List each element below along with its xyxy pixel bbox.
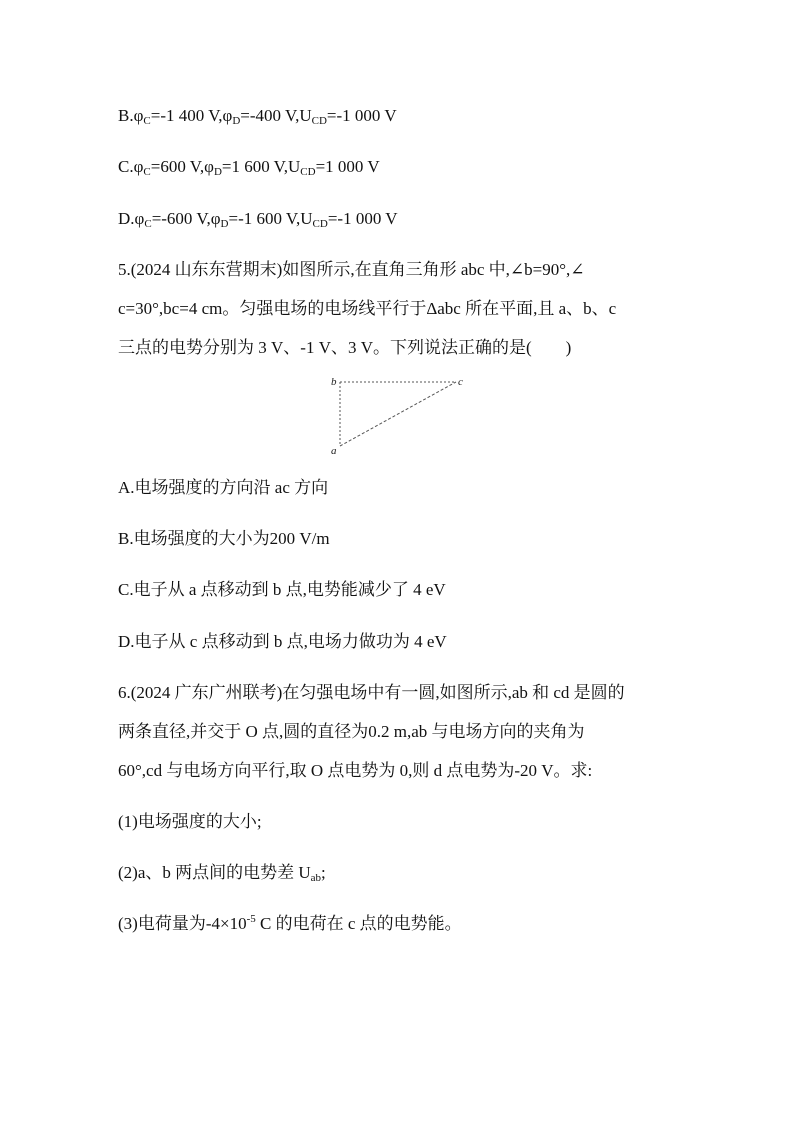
label-b: b xyxy=(331,376,337,388)
option-d-previous: $D.\varphi_C=-600$ $V,\varphi_D=-1$ 600 $V,U_{CD}=-1$ 000 V xyxy=(118,209,398,230)
q6-stem-line3: 60°,cd 与电场方向平行,取 O 点电势为 0,则 d 点电势为-20 V。求: xyxy=(118,761,593,780)
q6-stem-line2: 两条直径,并交于 O 点,圆的直径为0.2 m,ab 与电场方向的夹角为 xyxy=(118,722,585,741)
option-b-previous: $B.\varphi_C=-1$ 400 $V,\varphi_D=-400$ $V,U_{CD}=-1$ 000 V xyxy=(118,106,397,127)
right-triangle-figure xyxy=(326,370,476,460)
q6-subquestion-3: (3)电荷量为$-4\times 10^{-5}$ C 的电荷在 c 点的电势能。 xyxy=(118,913,462,933)
option-c-previous: $C.\varphi_C=600$ $V,\varphi_D=1$ 600 $V,U_{CD}=1$ 000 V xyxy=(118,157,380,178)
q5-option-b: B.电场强度的大小为200 V/m xyxy=(118,529,330,548)
label-a: a xyxy=(331,445,337,457)
q6-subquestion-1: (1)电场强度的大小; xyxy=(118,812,262,831)
q5-stem-line3: 三点的电势分别为 3 V、-1 V、3 V。下列说法正确的是( ) xyxy=(118,338,572,357)
q6-subquestion-2: (2)a、b 两点间的电势差 $U_{ab}$; xyxy=(118,863,326,884)
q5-stem-line1: 5.(2024 山东东营期末)如图所示,在直角三角形 abc 中,∠b=90°,∠ xyxy=(118,260,585,279)
q5-option-a: A.电场强度的方向沿 ac 方向 xyxy=(118,478,329,497)
q6-stem-line1: 6.(2024 广东广州联考)在匀强电场中有一圆,如图所示,ab 和 cd 是圆的 xyxy=(118,683,625,702)
label-c: c xyxy=(458,376,463,388)
q5-option-d: D.电子从 c 点移动到 b 点,电场力做功为 4 eV xyxy=(118,632,447,651)
q5-option-c: C.电子从 a 点移动到 b 点,电势能减少了 4 eV xyxy=(118,580,446,599)
q5-stem-line2: c=30°,bc=4 cm。匀强电场的电场线平行于Δabc 所在平面,且 a、b、c xyxy=(118,299,617,318)
side-ac xyxy=(340,382,456,446)
